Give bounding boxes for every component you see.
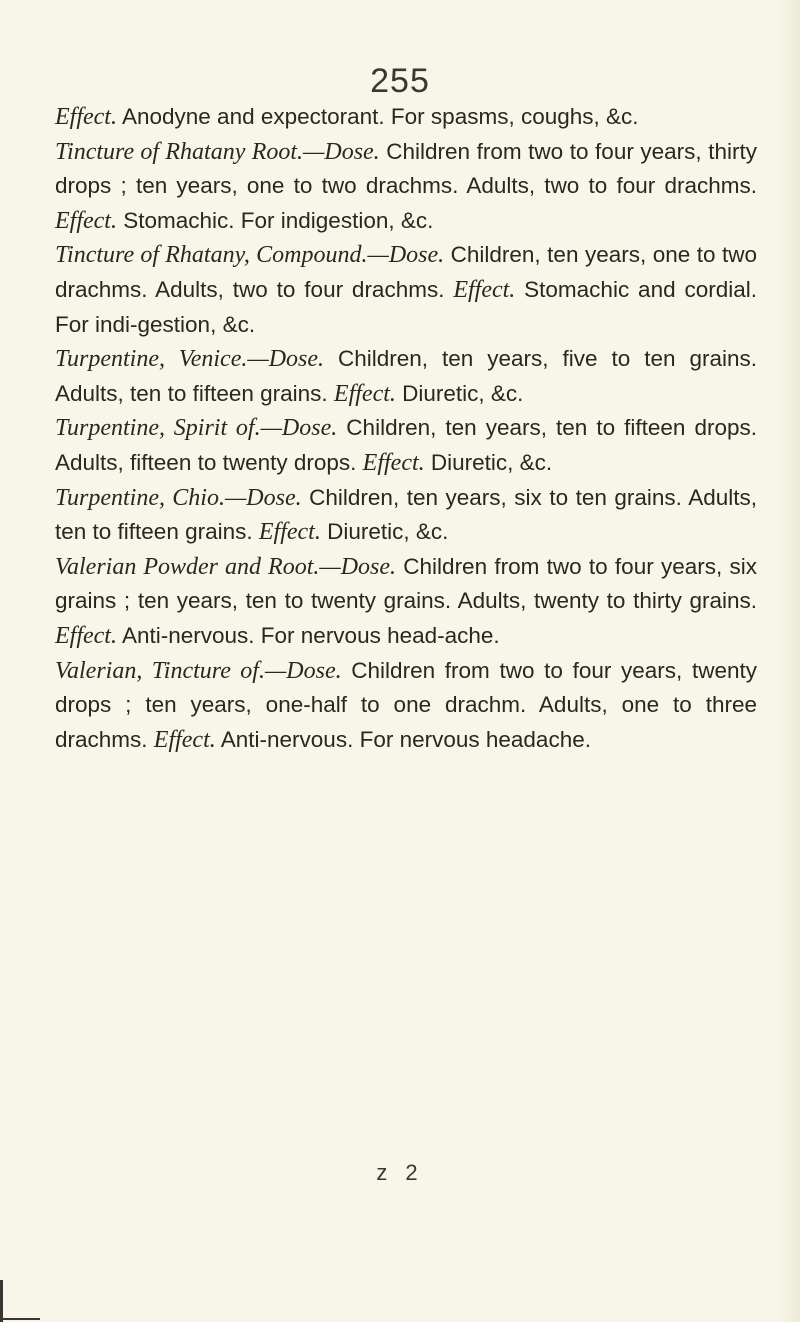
entry-heading: Effect. <box>258 519 321 546</box>
entry-paragraph <box>55 238 757 342</box>
entry-text: Anti-nervous. For nervous head-ache. <box>116 622 500 648</box>
text-body <box>55 100 757 757</box>
signature-mark: z 2 <box>376 1160 424 1185</box>
entry-text: Anti-nervous. For nervous headache. <box>215 726 591 752</box>
entry-paragraph <box>55 342 757 411</box>
entry-paragraph <box>55 550 757 654</box>
page-bottom-edge <box>0 1318 40 1320</box>
entry-text: Children, ten years, one to two drachms. Adults, two to four drachms. <box>55 242 757 302</box>
entry-heading: Turpentine, Chio.—Dose. <box>55 484 302 511</box>
entry-heading: Valerian, Tincture of.—Dose. <box>55 657 342 684</box>
entry-heading: Valerian Powder and Root.—Dose. <box>55 553 397 580</box>
entry-text: Children, ten years, ten to fifteen drops. Adults, fifteen to twenty drops. <box>55 415 757 475</box>
page-edge-shade <box>778 0 800 1322</box>
entry-text: Children from two to four years, twenty drops ; ten years, one-half to one drachm. Adults, one to three drachms. <box>55 657 757 752</box>
entry-text: Stomachic and cordial. For indi-gestion, &c. <box>55 276 757 337</box>
entry-heading: Turpentine, Spirit of.—Dose. <box>55 415 338 442</box>
entry-heading: Effect. <box>55 207 117 234</box>
entry-heading: Effect. <box>55 104 117 130</box>
entry-heading: Turpentine, Venice.—Dose. <box>55 346 325 373</box>
entry-text: Children from two to four years, six grains ; ten years, ten to twenty grains. Adults, twenty to thirty grains. <box>55 553 757 614</box>
entry-text: Children, ten years, five to ten grains. Adults, ten to fifteen grains. <box>55 346 757 406</box>
entry-text: Diuretic, &c. <box>395 380 524 406</box>
entry-text: Diuretic, &c. <box>320 519 449 545</box>
entry-text: Children from two to four years, thirty drops ; ten years, one to two drachms. Adults, two to four drachms. <box>55 138 757 199</box>
entry-text: Stomachic. For indigestion, &c. <box>116 207 434 233</box>
entry-text: Anodyne and expectorant. For spasms, coughs, &c. <box>116 104 639 129</box>
entry-heading: Effect. <box>333 380 396 407</box>
entry-paragraph <box>55 135 757 239</box>
entry-paragraph <box>55 100 757 135</box>
entry-paragraph <box>55 654 757 758</box>
entry-heading: Effect. <box>153 726 216 753</box>
entry-heading: Tincture of Rhatany, Compound.—Dose. <box>55 242 445 269</box>
page-number: 255 <box>370 62 430 100</box>
entry-text: Diuretic, &c. <box>424 449 553 475</box>
entry-paragraph <box>55 411 757 480</box>
entry-paragraph <box>55 481 757 550</box>
entry-heading: Tincture of Rhatany Root.—Dose. <box>55 138 380 165</box>
entry-heading: Effect. <box>453 276 516 303</box>
page-binding-edge <box>0 1280 3 1322</box>
entry-heading: Effect. <box>362 449 425 476</box>
entry-heading: Effect. <box>55 622 117 649</box>
entry-text: Children, ten years, six to ten grains. Adults, ten to fifteen grains. <box>55 484 757 545</box>
